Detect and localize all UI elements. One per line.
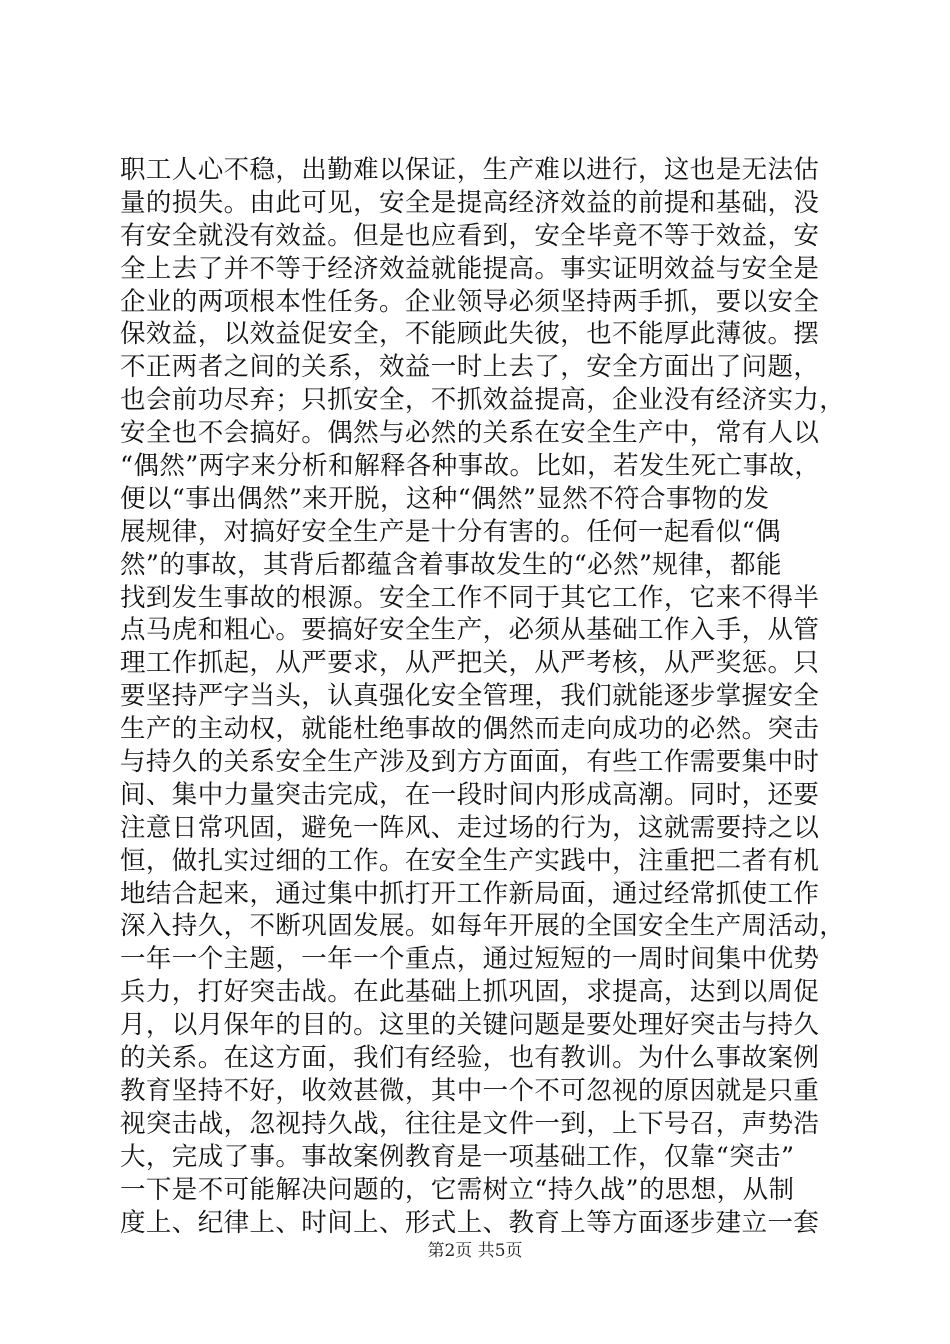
text-line: 恒，做扎实过细的工作。在安全生产实践中，注重把二者有机: [120, 845, 820, 876]
text-line: 职工人心不稳，出勤难以保证，生产难以进行，这也是无法估: [120, 155, 820, 185]
text-line: 有安全就没有效益。但是也应看到，安全毕竟不等于效益，安: [120, 220, 820, 251]
page-number-footer: 第2页 共5页: [427, 1241, 523, 1261]
text-line: 展规律，对搞好安全生产是十分有害的。任何一起看似“偶: [120, 516, 781, 547]
text-line: 全上去了并不等于经济效益就能提高。事实证明效益与安全是: [120, 253, 820, 284]
text-line: 找到发生事故的根源。安全工作不同于其它工作，它来不得半: [120, 582, 820, 613]
text-line: 一下是不可能解决问题的，它需树立“持久战”的思想，从制: [120, 1174, 795, 1205]
text-line: 也会前功尽弃；只抓安全，不抓效益提高，企业没有经济实力，: [120, 385, 846, 416]
text-line: 地结合起来，通过集中抓打开工作新局面，通过经常抓使工作: [120, 878, 820, 909]
text-line: 便以“事出偶然”来开脱，这种“偶然”显然不符合事物的发: [120, 483, 770, 514]
text-line: 要坚持严字当头，认真强化安全管理，我们就能逐步掌握安全: [120, 681, 820, 712]
text-line: 月，以月保年的目的。这里的关键问题是要处理好突击与持久: [120, 1010, 820, 1041]
body-text: [120, 154, 846, 1239]
text-line: 点马虎和粗心。要搞好安全生产，必须从基础工作入手，从管: [120, 615, 820, 646]
text-line: 教育坚持不好，收效甚微，其中一个不可忽视的原因就是只重: [120, 1075, 820, 1106]
text-line: 大，完成了事。事故案例教育是一项基础工作，仅靠“突击”: [120, 1141, 795, 1172]
text-line: 与持久的关系安全生产涉及到方方面面，有些工作需要集中时: [120, 747, 820, 778]
text-line: 间、集中力量突击完成，在一段时间内形成高潮。同时，还要: [120, 779, 820, 810]
text-line: 一年一个主题，一年一个重点，通过短短的一周时间集中优势: [120, 944, 820, 975]
text-line: 的关系。在这方面，我们有经验，也有教训。为什么事故案例: [120, 1043, 820, 1074]
text-line: 理工作抓起，从严要求，从严把关，从严考核，从严奖惩。只: [120, 648, 820, 679]
text-line: “偶然”两字来分析和解释各种事故。比如，若发生死亡事故，: [120, 451, 821, 482]
text-line: 然”的事故，其背后都蕴含着事故发生的“必然”规律，都能: [120, 549, 782, 580]
text-line: 注意日常巩固，避免一阵风、走过场的行为，这就需要持之以: [120, 812, 820, 843]
text-line: 安全也不会搞好。偶然与必然的关系在安全生产中，常有人以: [120, 418, 820, 449]
text-line: 生产的主动权，就能杜绝事故的偶然而走向成功的必然。突击: [120, 714, 820, 745]
text-line: 度上、纪律上、时间上、形式上、教育上等方面逐步建立一套: [120, 1207, 820, 1238]
text-line: 兵力，打好突击战。在此基础上抓巩固，求提高，达到以周促: [120, 977, 820, 1008]
text-line: 视突击战，忽视持久战，往往是文件一到，上下号召，声势浩: [120, 1108, 820, 1139]
text-line: 不正两者之间的关系，效益一时上去了，安全方面出了问题，: [120, 352, 820, 383]
text-line: 深入持久，不断巩固发展。如每年开展的全国安全生产周活动，: [120, 911, 846, 942]
text-line: 量的损失。由此可见，安全是提高经济效益的前提和基础，没: [120, 187, 820, 218]
text-line: 保效益，以效益促安全，不能顾此失彼，也不能厚此薄彼。摆: [120, 319, 820, 350]
text-line: 企业的两项根本性任务。企业领导必须坚持两手抓，要以安全: [120, 286, 820, 317]
